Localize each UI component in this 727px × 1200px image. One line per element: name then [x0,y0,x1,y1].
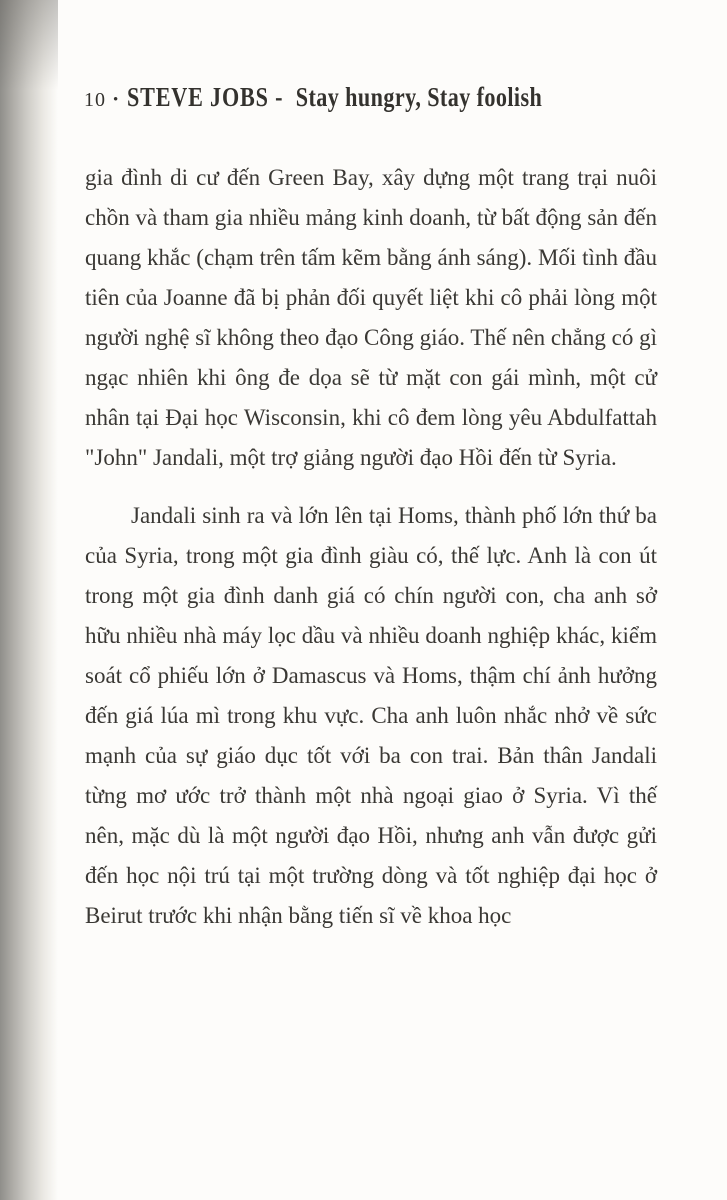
running-title [127,82,542,113]
paragraph: gia đình di cư đến Green Bay, xây dựng một trang trại nuôi chồn và tham gia nhiều mảng kinh doanh, từ bất động sản đến quang khắc (chạm trên tấm kẽm bằng ánh sáng). Mối tình đầu tiên của Joanne đã bị phản đối quyết liệt khi cô phải lòng một người nghệ sĩ không theo đạo Công giáo. Thế nên chẳng có gì ngạc nhiên khi ông đe dọa sẽ từ mặt con gái mình, một cử nhân tại Đại học Wisconsin, khi cô đem lòng yêu Abdulfattah "John" Jandali, một trợ giảng người đạo Hồi đến từ Syria. [85,165,657,470]
body-text [85,158,657,936]
page-number: 10 [84,89,106,111]
page-edge-shadow [0,0,58,1200]
page-header [84,82,634,113]
book-title: STEVE JOBS - [127,82,284,112]
book-subtitle: Stay hungry, Stay foolish [296,82,543,112]
paragraph: Jandali sinh ra và lớn lên tại Homs, thành phố lớn thứ ba của Syria, trong một gia đình giàu có, thế lực. Anh là con út trong một gia đình danh giá có chín người con, cha anh sở hữu nhiều nhà máy lọc dầu và nhiều doanh nghiệp khác, kiểm soát cổ phiếu lớn ở Damascus và Homs, thậm chí ảnh hưởng đến giá lúa mì trong khu vực. Cha anh luôn nhắc nhở về sức mạnh của sự giáo dục tốt với ba con trai. Bản thân Jandali từng mơ ước trở thành một nhà ngoại giao ở Syria. Vì thế nên, mặc dù là một người đạo Hồi, nhưng anh vẫn được gửi đến học nội trú tại một trường dòng và tốt nghiệp đại học ở Beirut trước khi nhận bằng tiến sĩ về khoa học [85,503,657,928]
bullet-separator: • [113,92,119,108]
